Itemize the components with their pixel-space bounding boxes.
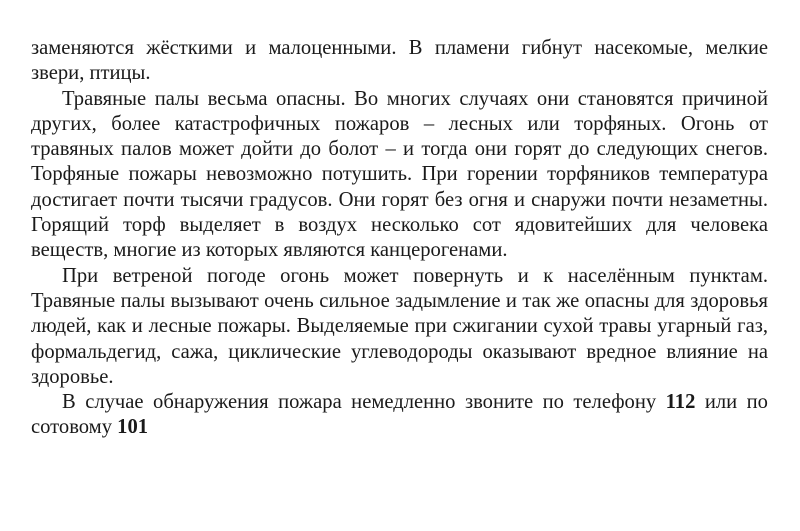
paragraph-1: заменяются жёсткими и малоценными. В пламени гибнут насекомые, мелкие звери, птицы. — [31, 37, 768, 85]
emergency-text-part1: В случае обнаружения пожара немедленно звоните по телефону — [62, 391, 666, 414]
emergency-text-part2: или по сотовому — [31, 391, 768, 439]
emergency-phone-112: 112 — [665, 391, 696, 414]
paragraph-2: Травяные палы весьма опасны. Во многих случаях они становятся причиной других, более катастрофичных пожаров – лесных или торфяных. Огонь от травяных палов может дойти до болот – и тогда они горят до следующих снегов. Торфяные пожары невозможно потушить. При горении торфяников температура достигает почти тысячи градусов. Они горят без огня и снаружи почти незаметны. Горящий торф выделяет в воздух несколько сот ядовитейших для человека веществ, многие из которых являются канцерогенами. — [31, 87, 768, 262]
emergency-phone-101: 101 — [117, 416, 149, 439]
paragraph-4-emergency — [31, 390, 768, 441]
document-page — [31, 36, 768, 441]
paragraph-3: При ветреной погоде огонь может повернуть и к населённым пунктам. Травяные палы вызывают очень сильное задымление и так же опасны для здоровья людей, как и лесные пожары. Выделяемые при сжигании сухой травы угарный газ, формальдегид, сажа, циклические углеводороды оказывают вредное влияние на здоровье. — [31, 264, 768, 388]
